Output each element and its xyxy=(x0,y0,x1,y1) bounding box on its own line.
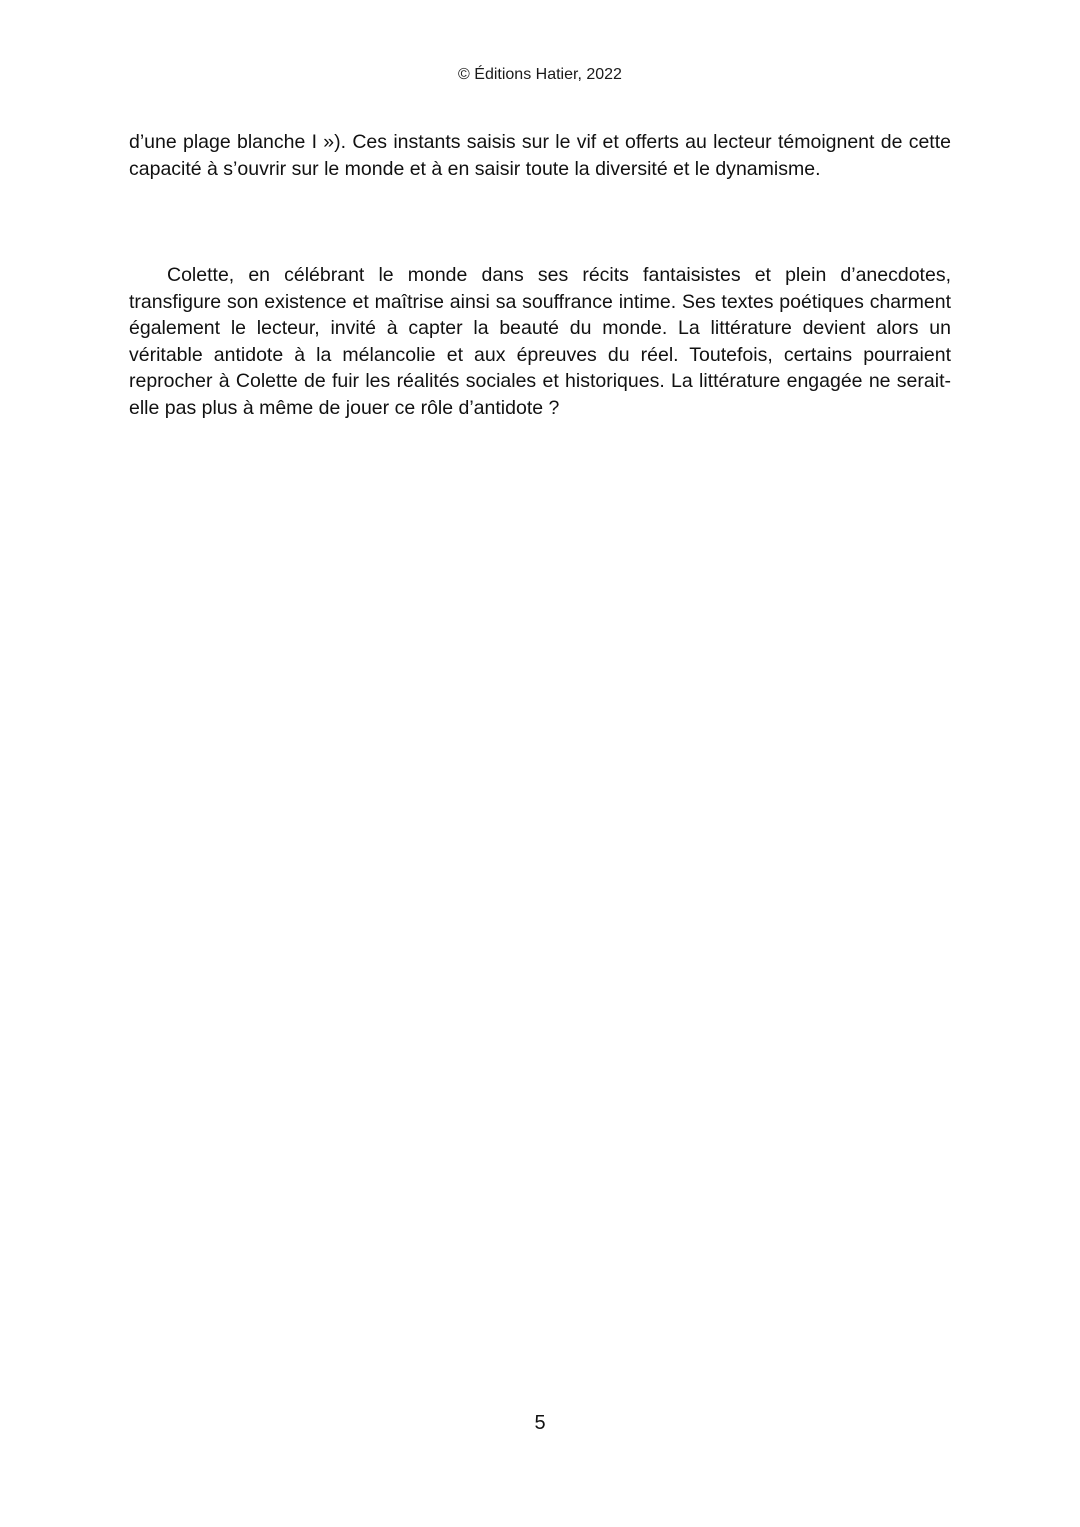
copyright-header: © Éditions Hatier, 2022 xyxy=(458,66,622,83)
paragraph-continuation xyxy=(129,129,951,182)
paragraph-text: Colette, en célébrant le monde dans ses récits fantaisistes et plein d’anecdotes, transfigure son existence et maîtrise ainsi sa souffrance intime. Ses textes poétiques charment également le lecteur, invité à capter la beauté du monde. La littérature devient alors un véritable antidote à la mélancolie et aux épreuves du réel. Toutefois, certains pourraient reprocher à Colette de fuir les réalités sociales et historiques. La littérature engagée ne serait-elle pas plus à même de jouer ce rôle d’antidote ? xyxy=(129,264,951,419)
page-number: 5 xyxy=(534,1412,546,1434)
paragraph-text: d’une plage blanche I »). Ces instants saisis sur le vif et offerts au lecteur témoignent de cette capacité à s’ouvrir sur le monde et à en saisir toute la diversité et le dynamisme. xyxy=(129,131,951,180)
paragraph-conclusion xyxy=(129,262,951,421)
